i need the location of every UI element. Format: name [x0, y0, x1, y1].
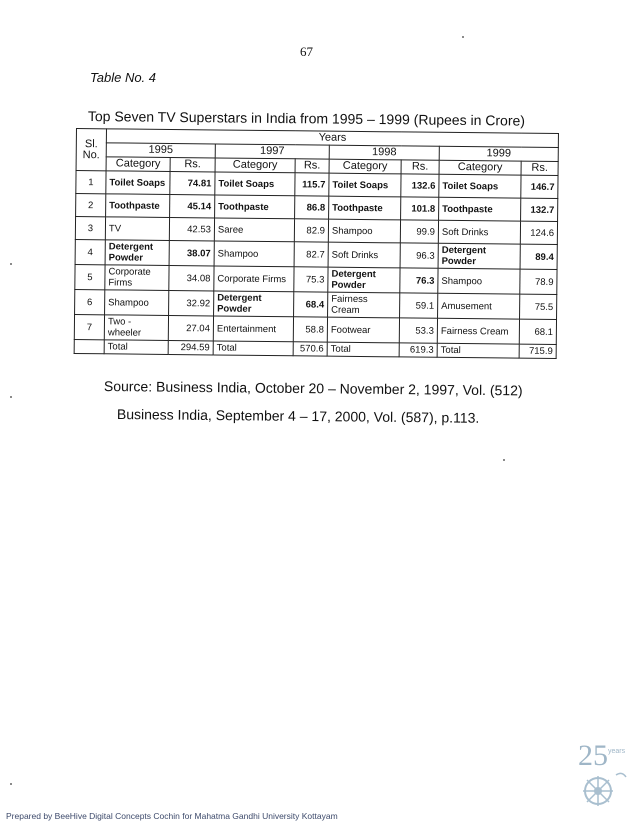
rs-value-cell: 124.6	[520, 221, 557, 244]
category-cell: Amusement	[438, 293, 520, 319]
category-cell: Detergent Powder	[214, 291, 294, 317]
rs-value-cell: 101.8	[401, 197, 439, 220]
category-header: Category	[439, 160, 521, 175]
rs-value-cell: 74.81	[170, 171, 215, 194]
year-1998: 1998	[329, 145, 439, 160]
sl-no-header: Sl. No.	[76, 129, 106, 171]
rs-value-cell: 99.9	[400, 220, 438, 243]
category-cell: Toothpaste	[439, 197, 521, 221]
rs-value-cell: 86.8	[295, 196, 329, 219]
category-cell: Toothpaste	[106, 194, 170, 218]
sl-no-cell: 1	[76, 171, 106, 194]
rs-value-cell: 89.4	[520, 244, 557, 269]
category-cell: Detergent Powder	[105, 240, 169, 266]
total-label-cell: Total	[213, 341, 293, 356]
category-header: Category	[106, 157, 170, 172]
category-cell: Shampoo	[438, 268, 520, 294]
superstars-table	[74, 128, 559, 359]
rs-value-cell: 68.1	[519, 319, 556, 344]
rs-value-cell: 34.08	[169, 265, 214, 290]
category-cell: Detergent Powder	[328, 267, 400, 293]
category-cell: TV	[105, 217, 169, 241]
category-cell: Saree	[214, 218, 294, 242]
rs-value-cell: 58.8	[293, 317, 327, 342]
total-value-cell: 619.3	[399, 343, 437, 357]
superstars-table-wrapper	[74, 128, 558, 359]
years-header: Years	[106, 129, 558, 148]
rs-value-cell: 27.04	[168, 315, 213, 340]
category-cell: Toilet Soaps	[215, 172, 295, 196]
category-cell: Fairness Cream	[328, 292, 400, 318]
scan-speck	[10, 263, 12, 265]
source-line-1: Source: Business India, October 20 – November 2, 1997, Vol. (512)	[103, 378, 523, 399]
rs-value-cell: 42.53	[169, 217, 214, 240]
footer-credit: Prepared by BeeHive Digital Concepts Cochin for Mahatma Gandhi University Kottayam	[6, 811, 338, 821]
rs-value-cell: 82.9	[294, 219, 328, 242]
sl-no-cell	[74, 339, 104, 353]
rs-header: Rs.	[521, 161, 558, 175]
rs-value-cell: 32.92	[169, 290, 214, 315]
category-cell: Toothpaste	[329, 196, 401, 220]
category-cell: Two - wheeler	[104, 315, 168, 341]
sl-no-cell: 3	[75, 217, 105, 240]
rs-value-cell: 53.3	[399, 318, 437, 343]
category-cell: Shampoo	[214, 241, 294, 267]
rs-value-cell: 76.3	[400, 268, 438, 293]
sl-no-cell: 4	[75, 239, 105, 264]
category-cell: Toilet Soaps	[106, 171, 170, 195]
rs-value-cell: 146.7	[521, 175, 558, 198]
total-value-cell: 294.59	[168, 340, 213, 354]
category-cell: Toothpaste	[215, 195, 295, 219]
sl-no-cell: 7	[74, 314, 104, 339]
rs-value-cell: 45.14	[170, 194, 215, 217]
logo-subtext: years	[608, 748, 626, 755]
category-cell: Shampoo	[105, 290, 169, 316]
total-label-cell: Total	[104, 340, 168, 355]
scan-speck	[10, 396, 12, 398]
category-cell: Shampoo	[328, 219, 400, 243]
category-cell: Corporate Firms	[214, 266, 294, 292]
sl-no-cell: 5	[75, 264, 105, 289]
year-1997: 1997	[215, 144, 329, 159]
page-number: 67	[300, 44, 313, 59]
rs-header: Rs.	[170, 157, 215, 171]
rs-value-cell: 59.1	[400, 293, 438, 318]
rs-value-cell: 78.9	[520, 269, 557, 294]
category-header: Category	[329, 159, 401, 174]
rs-value-cell: 38.07	[169, 240, 214, 265]
rs-value-cell: 96.3	[400, 243, 438, 268]
scan-speck	[503, 459, 505, 461]
total-value-cell: 570.6	[293, 342, 327, 356]
scan-speck	[10, 783, 12, 785]
rs-value-cell: 115.7	[295, 173, 329, 196]
total-value-cell: 715.9	[519, 344, 556, 358]
rs-value-cell: 132.7	[521, 198, 558, 221]
table-caption: Top Seven TV Superstars in India from 1995 – 1999 (Rupees in Crore)	[87, 108, 526, 129]
category-cell: Toilet Soaps	[439, 174, 521, 198]
university-25-years-logo	[572, 735, 632, 815]
category-cell: Soft Drinks	[438, 220, 520, 244]
category-cell: Corporate Firms	[105, 265, 169, 291]
rs-value-cell: 75.3	[294, 267, 328, 292]
category-header: Category	[215, 158, 295, 173]
year-1999: 1999	[439, 146, 558, 161]
total-label-cell: Total	[327, 342, 399, 357]
rs-value-cell: 82.7	[294, 242, 328, 267]
rs-header: Rs.	[295, 159, 329, 173]
rs-value-cell: 75.5	[520, 294, 557, 319]
category-cell: Toilet Soaps	[329, 173, 401, 197]
scan-speck	[462, 36, 464, 38]
category-cell: Fairness Cream	[437, 318, 519, 344]
rs-header: Rs.	[401, 160, 439, 174]
total-label-cell: Total	[437, 343, 519, 358]
category-cell: Entertainment	[213, 316, 293, 342]
category-cell: Footwear	[327, 317, 399, 343]
year-1995: 1995	[106, 143, 215, 158]
rs-value-cell: 68.4	[294, 292, 328, 317]
rs-value-cell: 132.6	[401, 174, 439, 197]
sl-no-cell: 6	[75, 289, 105, 314]
category-cell: Soft Drinks	[328, 242, 400, 268]
logo-number: 25	[578, 739, 608, 772]
sl-no-cell: 2	[76, 194, 106, 217]
category-cell: Detergent Powder	[438, 243, 520, 269]
table-number: Table No. 4	[90, 70, 157, 85]
source-line-2: Business India, September 4 – 17, 2000, Vol. (587), p.113.	[116, 406, 480, 426]
